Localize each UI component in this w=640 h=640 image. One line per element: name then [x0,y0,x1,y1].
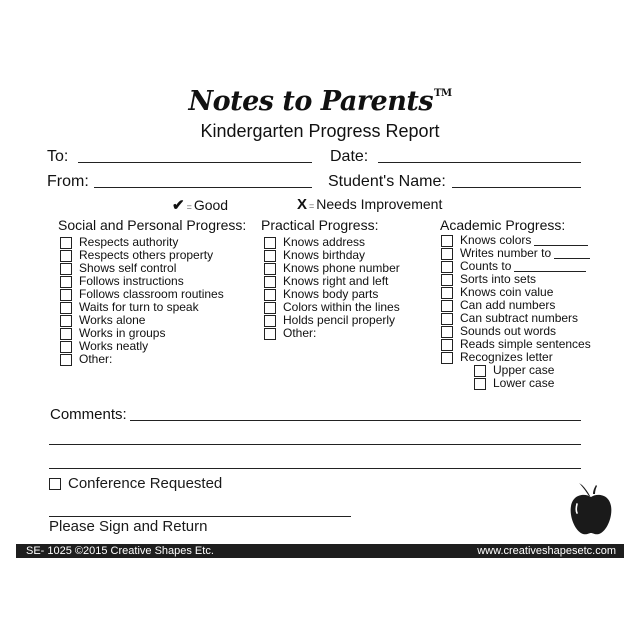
checkbox[interactable] [60,302,72,314]
checkbox[interactable] [474,378,486,390]
student-name-label: Student's Name: [328,173,446,190]
legend-needs-improvement: X = Needs Improvement [297,196,443,213]
checklist-item[interactable]: Respects authority [60,236,224,249]
counts-to-blank[interactable] [514,261,586,272]
social-heading: Social and Personal Progress: [58,217,247,233]
date-label: Date: [330,148,369,165]
academic-heading: Academic Progress: [440,217,566,233]
practical-checklist [264,236,400,340]
checklist-subitem-lower[interactable]: Lower case [441,377,591,390]
conference-checkbox[interactable] [49,478,61,490]
checklist-item[interactable]: Knows colors [441,234,591,247]
checklist-item[interactable]: Knows address [264,236,400,249]
title-text: Notes to Parents [188,86,434,117]
checkbox[interactable] [441,326,453,338]
checkbox[interactable] [60,237,72,249]
comments-line-3[interactable] [49,468,581,469]
checklist-item[interactable]: Reads simple sentences [441,338,591,351]
comments-line-2[interactable] [49,444,581,445]
legend-needs-label: Needs Improvement [316,196,443,212]
checklist-item[interactable]: Follows classroom routines [60,288,224,301]
from-field[interactable] [94,187,312,188]
checklist-item[interactable]: Works alone [60,314,224,327]
checklist-item[interactable]: Can add numbers [441,299,591,312]
checkmark-icon: ✔ [172,197,185,214]
checkbox[interactable] [264,250,276,262]
checkbox[interactable] [264,302,276,314]
checkbox[interactable] [60,250,72,262]
checklist-item[interactable]: Knows coin value [441,286,591,299]
checklist-item[interactable]: Holds pencil properly [264,314,400,327]
checklist-item[interactable]: Writes number to [441,247,591,260]
checkbox[interactable] [60,289,72,301]
trademark: TM [434,88,452,99]
checklist-item[interactable]: Follows instructions [60,275,224,288]
checklist-item[interactable]: Works in groups [60,327,224,340]
checklist-item[interactable]: Knows phone number [264,262,400,275]
checkbox[interactable] [264,237,276,249]
checkbox[interactable] [474,365,486,377]
date-field[interactable] [378,162,581,163]
writes-number-blank[interactable] [554,248,590,259]
checklist-item[interactable]: Respects others property [60,249,224,262]
footer-bar [16,544,624,558]
academic-checklist [441,234,591,390]
comments-line-1[interactable] [130,420,581,421]
checkbox[interactable] [264,315,276,327]
footer-website-link[interactable]: www.creativeshapesetc.com [477,545,616,557]
checkbox[interactable] [441,300,453,312]
page-title [0,86,640,117]
from-label: From: [47,173,89,190]
x-mark-icon: X [297,196,308,213]
checklist-item[interactable]: Knows body parts [264,288,400,301]
checkbox[interactable] [441,274,453,286]
practical-heading: Practical Progress: [261,217,379,233]
checklist-item[interactable]: Shows self control [60,262,224,275]
checklist-item[interactable]: Other: [264,327,400,340]
apple-icon [568,482,614,538]
student-name-field[interactable] [452,187,581,188]
checklist-subitem-upper[interactable]: Upper case [441,364,591,377]
checklist-item[interactable]: Can subtract numbers [441,312,591,325]
checkbox[interactable] [264,328,276,340]
checkbox[interactable] [264,263,276,275]
checkbox[interactable] [441,339,453,351]
checklist-item[interactable]: Sounds out words [441,325,591,338]
social-checklist [60,236,224,366]
checklist-item[interactable]: Sorts into sets [441,273,591,286]
to-label: To: [47,148,69,165]
checkbox[interactable] [264,289,276,301]
checkbox[interactable] [60,263,72,275]
checkbox[interactable] [60,315,72,327]
checkbox[interactable] [441,248,453,260]
footer-copyright: SE- 1025 ©2015 Creative Shapes Etc. [26,545,214,557]
checkbox[interactable] [60,276,72,288]
checklist-item[interactable]: Knows birthday [264,249,400,262]
signature-label: Please Sign and Return [49,518,208,535]
knows-colors-blank[interactable] [534,235,588,246]
conference-requested[interactable] [49,475,222,492]
checkbox[interactable] [60,328,72,340]
checklist-item[interactable]: Other: [60,353,224,366]
checkbox[interactable] [441,352,453,364]
checklist-item[interactable]: Colors within the lines [264,301,400,314]
signature-line[interactable] [49,516,351,517]
page-subtitle: Kindergarten Progress Report [200,121,440,141]
to-field[interactable] [78,162,312,163]
checkbox[interactable] [441,261,453,273]
legend-good-label: Good [193,197,229,213]
checkbox[interactable] [60,341,72,353]
legend-good: ✔ = Good [172,197,229,214]
checklist-item[interactable]: Works neatly [60,340,224,353]
checklist-item[interactable]: Waits for turn to speak [60,301,224,314]
checkbox[interactable] [441,235,453,247]
checklist-item[interactable]: Recognizes letter [441,351,591,364]
comments-label: Comments: [50,406,127,423]
conference-label: Conference Requested [68,475,223,492]
checklist-item[interactable]: Counts to [441,260,591,273]
checkbox[interactable] [441,287,453,299]
checklist-item[interactable]: Knows right and left [264,275,400,288]
checkbox[interactable] [441,313,453,325]
checkbox[interactable] [264,276,276,288]
checkbox[interactable] [60,354,72,366]
